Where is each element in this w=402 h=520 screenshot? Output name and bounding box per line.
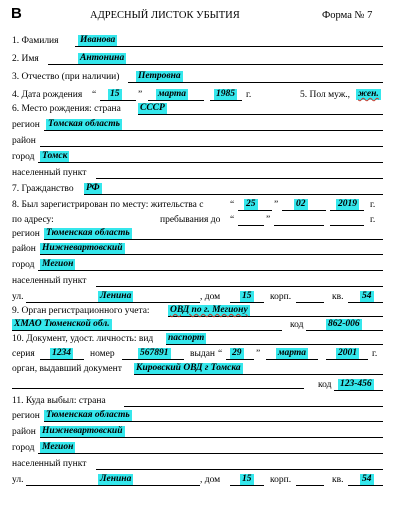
quote-close: ”	[274, 200, 279, 210]
dest-street-label: ул.	[12, 475, 24, 485]
name-line	[48, 64, 383, 65]
quote-close: ”	[256, 349, 261, 359]
reg-authority-line	[168, 316, 383, 317]
id-number-line	[122, 359, 184, 360]
dest-house-line	[230, 485, 264, 486]
dest-korp-label: корп.	[270, 475, 292, 485]
birthplace-city-label: город	[12, 152, 35, 162]
reg-year-value[interactable]: 2019	[338, 199, 357, 209]
dest-settlement-label: населенный пункт	[12, 459, 87, 469]
reg-korp-label: корп.	[270, 292, 292, 302]
id-org-line-2	[12, 388, 304, 389]
dest-kv-label: кв.	[332, 475, 344, 485]
dest-region-line	[44, 421, 383, 422]
id-issued-year-value[interactable]: 2001	[338, 348, 357, 358]
birthplace-country-line	[138, 114, 383, 115]
dest-district-label: район	[12, 427, 36, 437]
surname-line	[75, 46, 383, 47]
birth-day-value[interactable]: 15	[110, 89, 120, 99]
stay-month-line	[274, 225, 324, 226]
sex-value[interactable]: жен.	[358, 89, 379, 99]
year-suffix: г.	[370, 215, 376, 225]
quote-close: ”	[138, 90, 143, 100]
id-issued-day-value[interactable]: 29	[232, 348, 242, 358]
quote-close: ”	[266, 215, 271, 225]
id-issued-day-line	[226, 359, 254, 360]
dest-city-line	[38, 453, 383, 454]
quote-open: “	[92, 90, 97, 100]
dest-house-value[interactable]: 15	[242, 474, 252, 484]
stay-year-line	[330, 225, 364, 226]
reg-code-value[interactable]: 862-006	[328, 319, 360, 329]
id-issued-label: выдан	[190, 349, 216, 359]
id-org-line	[134, 374, 383, 375]
year-suffix: г.	[372, 349, 378, 359]
reg-kv-value[interactable]: 54	[362, 291, 372, 301]
patronymic-line	[128, 82, 383, 83]
reg-street-line	[26, 302, 200, 303]
quote-open: “	[218, 349, 223, 359]
reg-korp-line	[296, 302, 324, 303]
birthdate-label: 4. Дата рождения	[12, 90, 83, 100]
surname-label: 1. Фамилия	[12, 36, 59, 46]
reg-month-line	[282, 210, 326, 211]
reg-city-label: город	[12, 260, 35, 270]
reg-day-line	[238, 210, 272, 211]
id-number-value[interactable]: 567891	[140, 348, 169, 358]
birth-year-value[interactable]: 1985	[216, 89, 235, 99]
reg-year-line	[330, 210, 364, 211]
birthplace-district-label: район	[12, 136, 36, 146]
birthplace-label: 6. Место рождения: страна	[12, 104, 121, 114]
id-issued-month-value[interactable]: марта	[278, 348, 307, 358]
reg-city-value[interactable]: Мегион	[42, 259, 74, 269]
id-series-value[interactable]: 1234	[52, 348, 71, 358]
year-suffix: г.	[246, 90, 252, 100]
stay-until-label: пребывания до	[160, 215, 221, 225]
dest-city-label: город	[12, 443, 35, 453]
reg-street-label: ул.	[12, 292, 24, 302]
dest-house-label: , дом	[200, 475, 221, 485]
patronymic-value[interactable]: Петровна	[138, 71, 181, 81]
reg-code-label: код	[290, 320, 304, 330]
citizenship-line	[84, 194, 383, 195]
name-label: 2. Имя	[12, 54, 39, 64]
form-title: АДРЕСНЫЙ ЛИСТОК УБЫТИЯ	[90, 10, 240, 21]
id-code-line	[334, 390, 383, 391]
birthplace-region-label: регион	[12, 120, 40, 130]
id-issued-year-line	[326, 359, 368, 360]
citizenship-label: 7. Гражданство	[12, 184, 74, 194]
reg-city-line	[38, 270, 383, 271]
reg-region-value[interactable]: Тюменская область	[46, 228, 130, 238]
reg-region-line	[44, 239, 383, 240]
dest-kv-line	[348, 485, 383, 486]
reg-authority-label: 9. Орган регистрационного учета:	[12, 306, 150, 316]
id-org-label: орган, выдавший документ	[12, 364, 122, 374]
id-number-label: номер	[90, 349, 115, 359]
reg-day-value[interactable]: 25	[246, 199, 256, 209]
dest-kv-value[interactable]: 54	[362, 474, 372, 484]
reg-house-label: , дом	[200, 292, 221, 302]
birth-month-line	[148, 100, 204, 101]
name-value[interactable]: Антонина	[80, 53, 125, 63]
address-label: по адресу:	[12, 215, 54, 225]
id-series-label: серия	[12, 349, 35, 359]
birthplace-settlement-label: населенный пункт	[12, 168, 87, 178]
reg-house-line	[230, 302, 264, 303]
birthplace-settlement-line	[96, 178, 383, 179]
birth-day-line	[100, 100, 136, 101]
id-doc-type-line	[166, 344, 383, 345]
reg-region-label: регион	[12, 229, 40, 239]
reg-authority-value-2[interactable]: ХМАО Тюменской обл.	[14, 319, 110, 329]
birthplace-city-line	[38, 162, 383, 163]
id-series-line	[40, 359, 84, 360]
form-number: Форма № 7	[322, 10, 373, 21]
id-code-value[interactable]: 123-456	[340, 379, 372, 389]
reg-district-label: район	[12, 244, 36, 254]
id-issued-month-line	[266, 359, 318, 360]
reg-authority-line-2	[12, 330, 282, 331]
dest-street-line	[26, 485, 200, 486]
reg-kv-line	[348, 302, 383, 303]
birthplace-district-line	[40, 146, 383, 147]
surname-value[interactable]: Иванова	[80, 35, 116, 45]
reg-district-line	[40, 254, 383, 255]
section-letter: В	[11, 5, 22, 22]
patronymic-label: 3. Отчество (при наличии)	[12, 72, 120, 82]
destination-label: 11. Куда выбыл: страна	[12, 396, 106, 406]
reg-house-value[interactable]: 15	[242, 291, 252, 301]
dest-settlement-line	[96, 469, 383, 470]
dest-district-line	[40, 437, 383, 438]
reg-district-value[interactable]: Нижневартовский	[42, 243, 123, 253]
birthplace-city-value[interactable]: Томск	[42, 151, 68, 161]
reg-authority-value[interactable]: ОВД по г. Мегиону	[170, 305, 248, 315]
reg-settlement-label: населенный пункт	[12, 276, 87, 286]
id-doc-label: 10. Документ, удост. личность: вид	[12, 334, 154, 344]
dest-region-value[interactable]: Тюменская область	[46, 410, 130, 420]
birthplace-region-line	[44, 130, 383, 131]
reg-code-line	[306, 330, 383, 331]
birthplace-region-value[interactable]: Томская область	[48, 119, 120, 129]
dest-street-value[interactable]: Ленина	[100, 474, 132, 484]
citizenship-value[interactable]: РФ	[86, 183, 100, 193]
year-suffix: г.	[370, 200, 376, 210]
birthplace-country-value[interactable]: СССР	[140, 103, 165, 113]
birth-month-value[interactable]: марта	[158, 89, 187, 99]
dest-city-value[interactable]: Мегион	[42, 442, 74, 452]
stay-day-line	[238, 225, 264, 226]
sex-label: 5. Пол муж.,	[300, 90, 351, 100]
id-code-label: код	[318, 380, 332, 390]
birth-year-line	[210, 100, 242, 101]
quote-open: “	[230, 200, 235, 210]
reg-settlement-line	[96, 286, 383, 287]
dest-korp-line	[296, 485, 324, 486]
reg-month-value[interactable]: 02	[296, 199, 306, 209]
id-org-value[interactable]: Кировский ОВД г Томска	[136, 363, 241, 373]
quote-open: “	[230, 215, 235, 225]
id-doc-type-value[interactable]: паспорт	[168, 333, 205, 343]
reg-street-value[interactable]: Ленина	[100, 291, 132, 301]
registration-label: 8. Был зарегистрирован по месту: жительства с	[12, 200, 204, 210]
destination-country-line	[124, 406, 383, 407]
reg-kv-label: кв.	[332, 292, 344, 302]
dest-district-value[interactable]: Нижневартовский	[42, 426, 123, 436]
dest-region-label: регион	[12, 411, 40, 421]
